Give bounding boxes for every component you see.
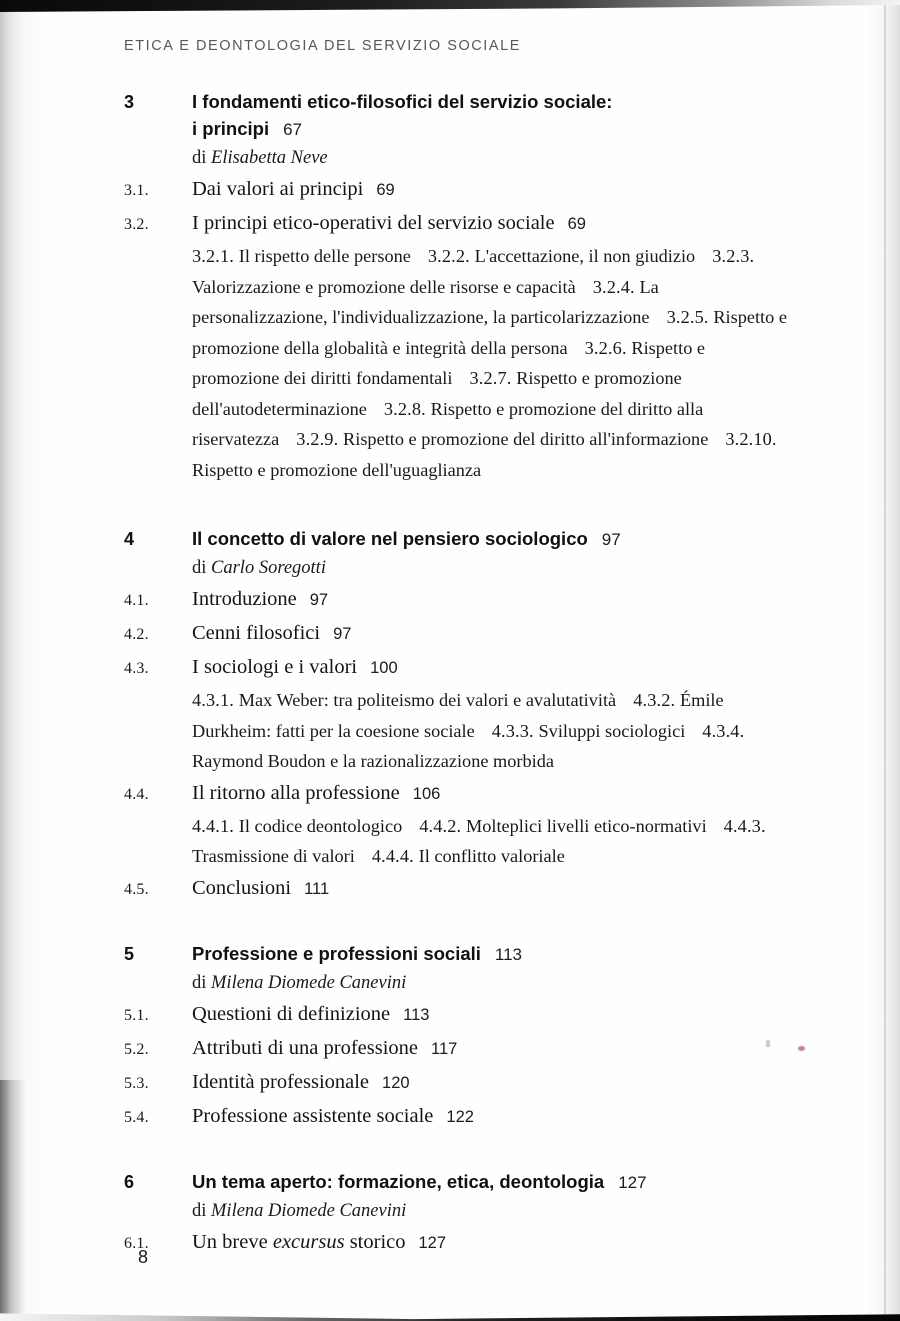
toc-section-entry[interactable] [0, 583, 900, 617]
chapter-page-number: 113 [494, 944, 523, 964]
section-number: 5.1. [124, 1006, 149, 1024]
toc-section-entry[interactable] [0, 1032, 900, 1066]
section-number: 3.1. [124, 182, 149, 199]
chapter-heading[interactable] [0, 525, 900, 553]
section-page-number: 106 [412, 784, 441, 803]
toc-subsection-block [192, 811, 792, 872]
section-title: Questioni di definizione 113 [192, 1002, 430, 1025]
chapter-author [192, 553, 900, 583]
section-title: Dai valori ai principi 69 [192, 178, 395, 200]
toc-chapter [0, 88, 900, 485]
chapter-heading[interactable] [0, 940, 900, 968]
section-title: Conclusioni 111 [192, 876, 330, 899]
section-number: 5.3. [124, 1074, 149, 1092]
subsection-title: Rispetto e promozione dei diritti fondamentali [192, 337, 706, 388]
section-title: Cenni filosofici 97 [192, 622, 352, 644]
section-page-number: 117 [431, 1039, 458, 1058]
author-prefix: di [192, 558, 212, 578]
toc-section-entry[interactable] [0, 777, 900, 811]
chapter-page-number: 67 [283, 120, 303, 139]
subsection-number: 4.3.1. [192, 690, 239, 710]
subsection-title: Rispetto e promozione della globalità e integrità della persona [192, 307, 787, 358]
chapter-author [192, 968, 900, 998]
page-folio: 8 [138, 1247, 149, 1267]
chapter-number: 3 [124, 92, 135, 112]
toc-subsection-block [192, 241, 792, 485]
section-page-number: 111 [304, 879, 330, 898]
section-number: 3.2. [124, 216, 149, 233]
author-name: Milena Diomede Canevini [211, 1200, 407, 1221]
toc-section-entry[interactable] [0, 1226, 900, 1260]
chapter-number: 6 [124, 1171, 135, 1192]
section-number: 4.3. [124, 660, 149, 677]
section-page-number: 100 [370, 659, 398, 677]
subsection-title: Valorizzazione e promozione delle risorse e capacità [192, 276, 576, 297]
section-title-part: Un breve [192, 1230, 273, 1253]
subsection-number: 3.2.3. [712, 246, 755, 266]
subsection-number: 4.4.4. [371, 846, 419, 866]
table-of-contents [0, 88, 900, 1260]
section-title-italic-term: excursus [272, 1230, 345, 1253]
toc-section-entry[interactable] [0, 617, 900, 651]
section-page-number: 122 [446, 1107, 474, 1126]
chapter-title [192, 940, 522, 968]
chapter-author [192, 1196, 900, 1226]
section-page-number: 120 [382, 1073, 410, 1092]
section-title: I sociologi e i valori 100 [192, 656, 398, 678]
chapter-title-line: Un tema aperto: formazione, etica, deontologia [192, 1170, 605, 1192]
section-page-number: 69 [376, 181, 395, 199]
toc-section-entry[interactable] [0, 207, 900, 241]
chapter-number: 5 [124, 943, 135, 964]
section-page-number: 69 [567, 215, 586, 233]
subsection-number: 3.2.8. [383, 398, 431, 419]
section-page-number: 127 [418, 1233, 447, 1252]
chapter-title-line: Il concetto di valore nel pensiero sociologico [192, 528, 588, 549]
subsection-title: Trasmissione di valori [192, 846, 355, 866]
subsection-title: Rispetto e promozione del diritto alla riservatezza [192, 398, 704, 449]
subsection-title: Il rispetto delle persone [238, 246, 411, 266]
chapter-title-line: Professione e professioni sociali [192, 942, 481, 964]
section-title: Attributi di una professione 117 [192, 1036, 458, 1059]
section-page-number: 97 [333, 625, 352, 643]
subsection-number: 3.2.10. [725, 429, 777, 449]
chapter-spacer [0, 1134, 900, 1168]
subsection-number: 4.4.3. [723, 815, 766, 836]
subsection-number: 3.2.2. [427, 246, 475, 266]
chapter-title-line: i principi [192, 118, 270, 139]
toc-section-entry[interactable] [0, 998, 900, 1032]
subsection-number: 4.4.2. [419, 815, 466, 836]
chapter-page-number: 127 [618, 1172, 647, 1192]
section-title: Introduzione 97 [192, 588, 329, 610]
section-title: Identità professionale 120 [192, 1070, 410, 1093]
chapter-page-number: 97 [601, 530, 621, 549]
section-number: 4.2. [124, 626, 149, 643]
toc-subsection-entry[interactable] [192, 246, 411, 266]
toc-section-entry[interactable] [0, 173, 900, 207]
chapter-heading[interactable] [0, 88, 900, 143]
toc-subsection-entry[interactable] [419, 816, 706, 836]
chapter-spacer [0, 906, 900, 940]
scan-bottom-edge [0, 1305, 900, 1321]
subsection-number: 4.3.2. [633, 690, 680, 710]
subsection-title: Molteplici livelli etico-normativi [466, 815, 707, 836]
section-number: 4.5. [124, 880, 149, 898]
chapter-title [192, 525, 621, 553]
subsection-title: Sviluppi sociologici [538, 720, 686, 741]
subsection-title: Émile Durkheim: fatti per la coesione sociale [192, 690, 724, 741]
chapter-heading[interactable] [0, 1168, 900, 1196]
toc-subsection-entry[interactable] [492, 721, 686, 741]
subsection-number: 3.2.5. [666, 307, 714, 327]
author-prefix: di [192, 148, 212, 168]
running-header: ETICA E DEONTOLOGIA DEL SERVIZIO SOCIALE [124, 38, 521, 54]
chapter-number: 4 [124, 529, 135, 549]
subsection-title: Rispetto e promozione dell'autodeterminazione [192, 368, 682, 419]
toc-subsection-entry[interactable] [428, 246, 695, 266]
subsection-number: 3.2.1. [192, 246, 239, 266]
section-number: 4.1. [124, 592, 149, 609]
subsection-number: 3.2.6. [584, 337, 632, 358]
author-name: Milena Diomede Canevini [211, 972, 407, 993]
toc-subsection-entry[interactable] [192, 690, 616, 710]
scan-top-edge [0, 0, 900, 12]
toc-subsection-entry[interactable] [296, 429, 708, 449]
subsection-number: 3.2.4. [592, 276, 640, 297]
toc-subsection-entry[interactable] [192, 816, 402, 836]
toc-section-entry[interactable] [0, 872, 900, 906]
toc-section-entry[interactable] [0, 651, 900, 685]
subsection-title: L'accettazione, il non giudizio [474, 246, 696, 266]
subsection-title: Rispetto e promozione del diritto all'informazione [343, 429, 709, 449]
chapter-title-line: I fondamenti etico-filosofici del servizio sociale: [192, 91, 613, 112]
chapter-title [192, 88, 612, 143]
section-number: 5.2. [124, 1040, 149, 1058]
section-number: 6.1. [124, 1234, 149, 1252]
subsection-title: Il conflitto valoriale [418, 846, 565, 866]
toc-section-entry[interactable] [0, 1100, 900, 1134]
subsection-title: Raymond Boudon e la razionalizzazione morbida [192, 751, 554, 771]
subsection-number: 3.2.7. [469, 368, 517, 388]
chapter-title [192, 1168, 647, 1196]
section-title [192, 1226, 446, 1259]
chapter-author [192, 143, 900, 173]
author-prefix: di [192, 972, 212, 993]
section-number: 5.4. [124, 1108, 149, 1126]
section-page-number: 97 [309, 591, 329, 609]
subsection-number: 4.3.4. [702, 720, 745, 741]
subsection-number: 4.3.3. [491, 720, 539, 741]
toc-chapter [0, 525, 900, 906]
section-title-part: storico [344, 1230, 406, 1253]
toc-chapter [0, 940, 900, 1134]
subsection-title: Rispetto e promozione dell'uguaglianza [192, 459, 482, 480]
toc-section-entry[interactable] [0, 1066, 900, 1100]
author-name: Carlo Soregotti [211, 558, 326, 578]
subsection-title: Max Weber: tra politeismo dei valori e avalutatività [238, 690, 617, 710]
section-title: Professione assistente sociale 122 [192, 1104, 474, 1127]
chapter-spacer [0, 485, 900, 525]
author-prefix: di [192, 1200, 212, 1221]
subsection-number: 3.2.9. [296, 429, 344, 449]
section-title: Il ritorno alla professione 106 [192, 781, 441, 804]
section-title: I principi etico-operativi del servizio sociale 69 [192, 212, 586, 234]
subsection-title: La personalizzazione, l'individualizzazione, la particolarizzazione [192, 276, 659, 327]
section-number: 4.4. [124, 785, 149, 803]
subsection-title: Il codice deontologico [238, 815, 403, 836]
author-name: Elisabetta Neve [211, 148, 328, 168]
toc-subsection-block [192, 685, 792, 777]
toc-subsection-entry[interactable] [372, 846, 565, 866]
subsection-number: 4.4.1. [192, 815, 239, 836]
section-page-number: 113 [403, 1005, 430, 1024]
toc-chapter [0, 1168, 900, 1260]
